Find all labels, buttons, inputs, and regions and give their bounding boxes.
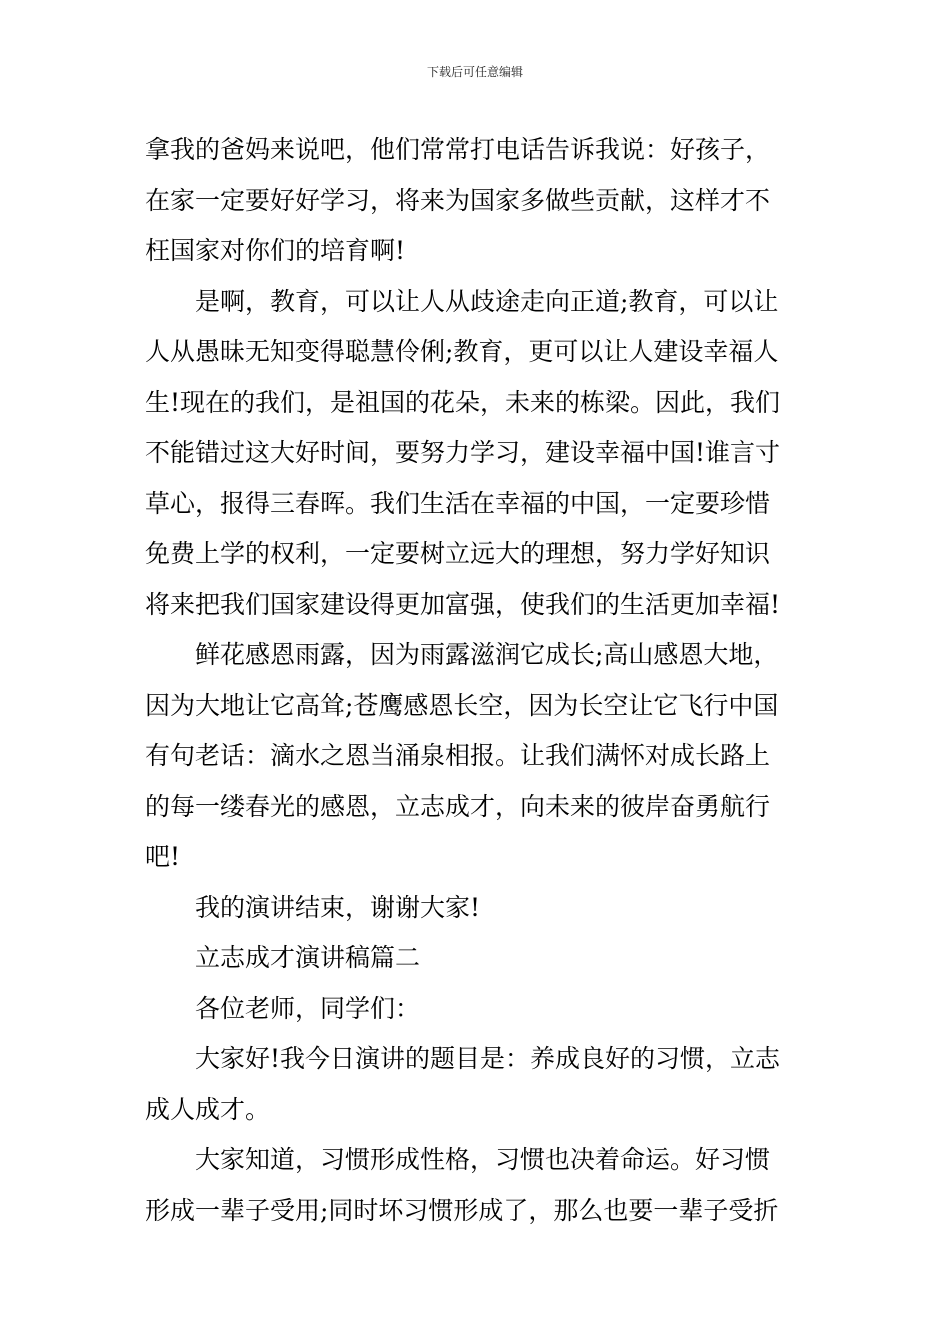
text-line: 不能错过这大好时间，要努力学习，建设幸福中国!谁言寸 — [145, 438, 781, 467]
text-line: 是啊，教育，可以让人从歧途走向正道;教育，可以让 — [195, 286, 779, 316]
text-line: 的每一缕春光的感恩，立志成才，向未来的彼岸奋勇航行 — [145, 791, 771, 821]
text-line: 鲜花感恩雨露，因为雨露滋润它成长;高山感恩大地， — [195, 640, 779, 669]
text-line: 因为大地让它高耸;苍鹰感恩长空，因为长空让它飞行中国 — [145, 690, 779, 720]
text-line: 成人成才。 — [145, 1094, 271, 1124]
text-line: 生!现在的我们，是祖国的花朵，未来的栋梁。因此，我们 — [145, 387, 781, 417]
text-line: 各位老师，同学们： — [195, 993, 421, 1023]
text-line: 形成一辈子受用;同时坏习惯形成了，那么也要一辈子受折 — [145, 1195, 779, 1225]
text-line: 立志成才演讲稿篇二 — [195, 943, 421, 972]
text-line: 我的演讲结束，谢谢大家! — [195, 892, 481, 922]
text-line: 草心，报得三春晖。我们生活在幸福的中国，一定要珍惜 — [145, 488, 771, 518]
text-line: 枉国家对你们的培育啊! — [145, 236, 406, 265]
text-line: 将来把我们国家建设得更加富强，使我们的生活更加幸福! — [145, 589, 781, 619]
text-line: 人从愚昧无知变得聪慧伶俐;教育，更可以让人建设幸福人 — [145, 337, 779, 366]
text-line: 在家一定要好好学习，将来为国家多做些贡献，这样才不 — [145, 185, 771, 215]
text-line: 免费上学的权利，一定要树立远大的理想，努力学好知识 — [145, 539, 771, 568]
text-line: 大家好!我今日演讲的题目是：养成良好的习惯，立志 — [195, 1044, 781, 1073]
page-header-note: 下载后可任意编辑 — [426, 65, 523, 79]
text-line: 拿我的爸妈来说吧，他们常常打电话告诉我说：好孩子， — [145, 135, 771, 164]
text-line: 大家知道，习惯形成性格，习惯也决着命运。好习惯 — [195, 1145, 771, 1174]
document-body — [145, 125, 807, 1236]
text-line: 吧! — [145, 842, 181, 871]
text-line: 有句老话：滴水之恩当涌泉相报。让我们满怀对成长路上 — [145, 741, 771, 770]
